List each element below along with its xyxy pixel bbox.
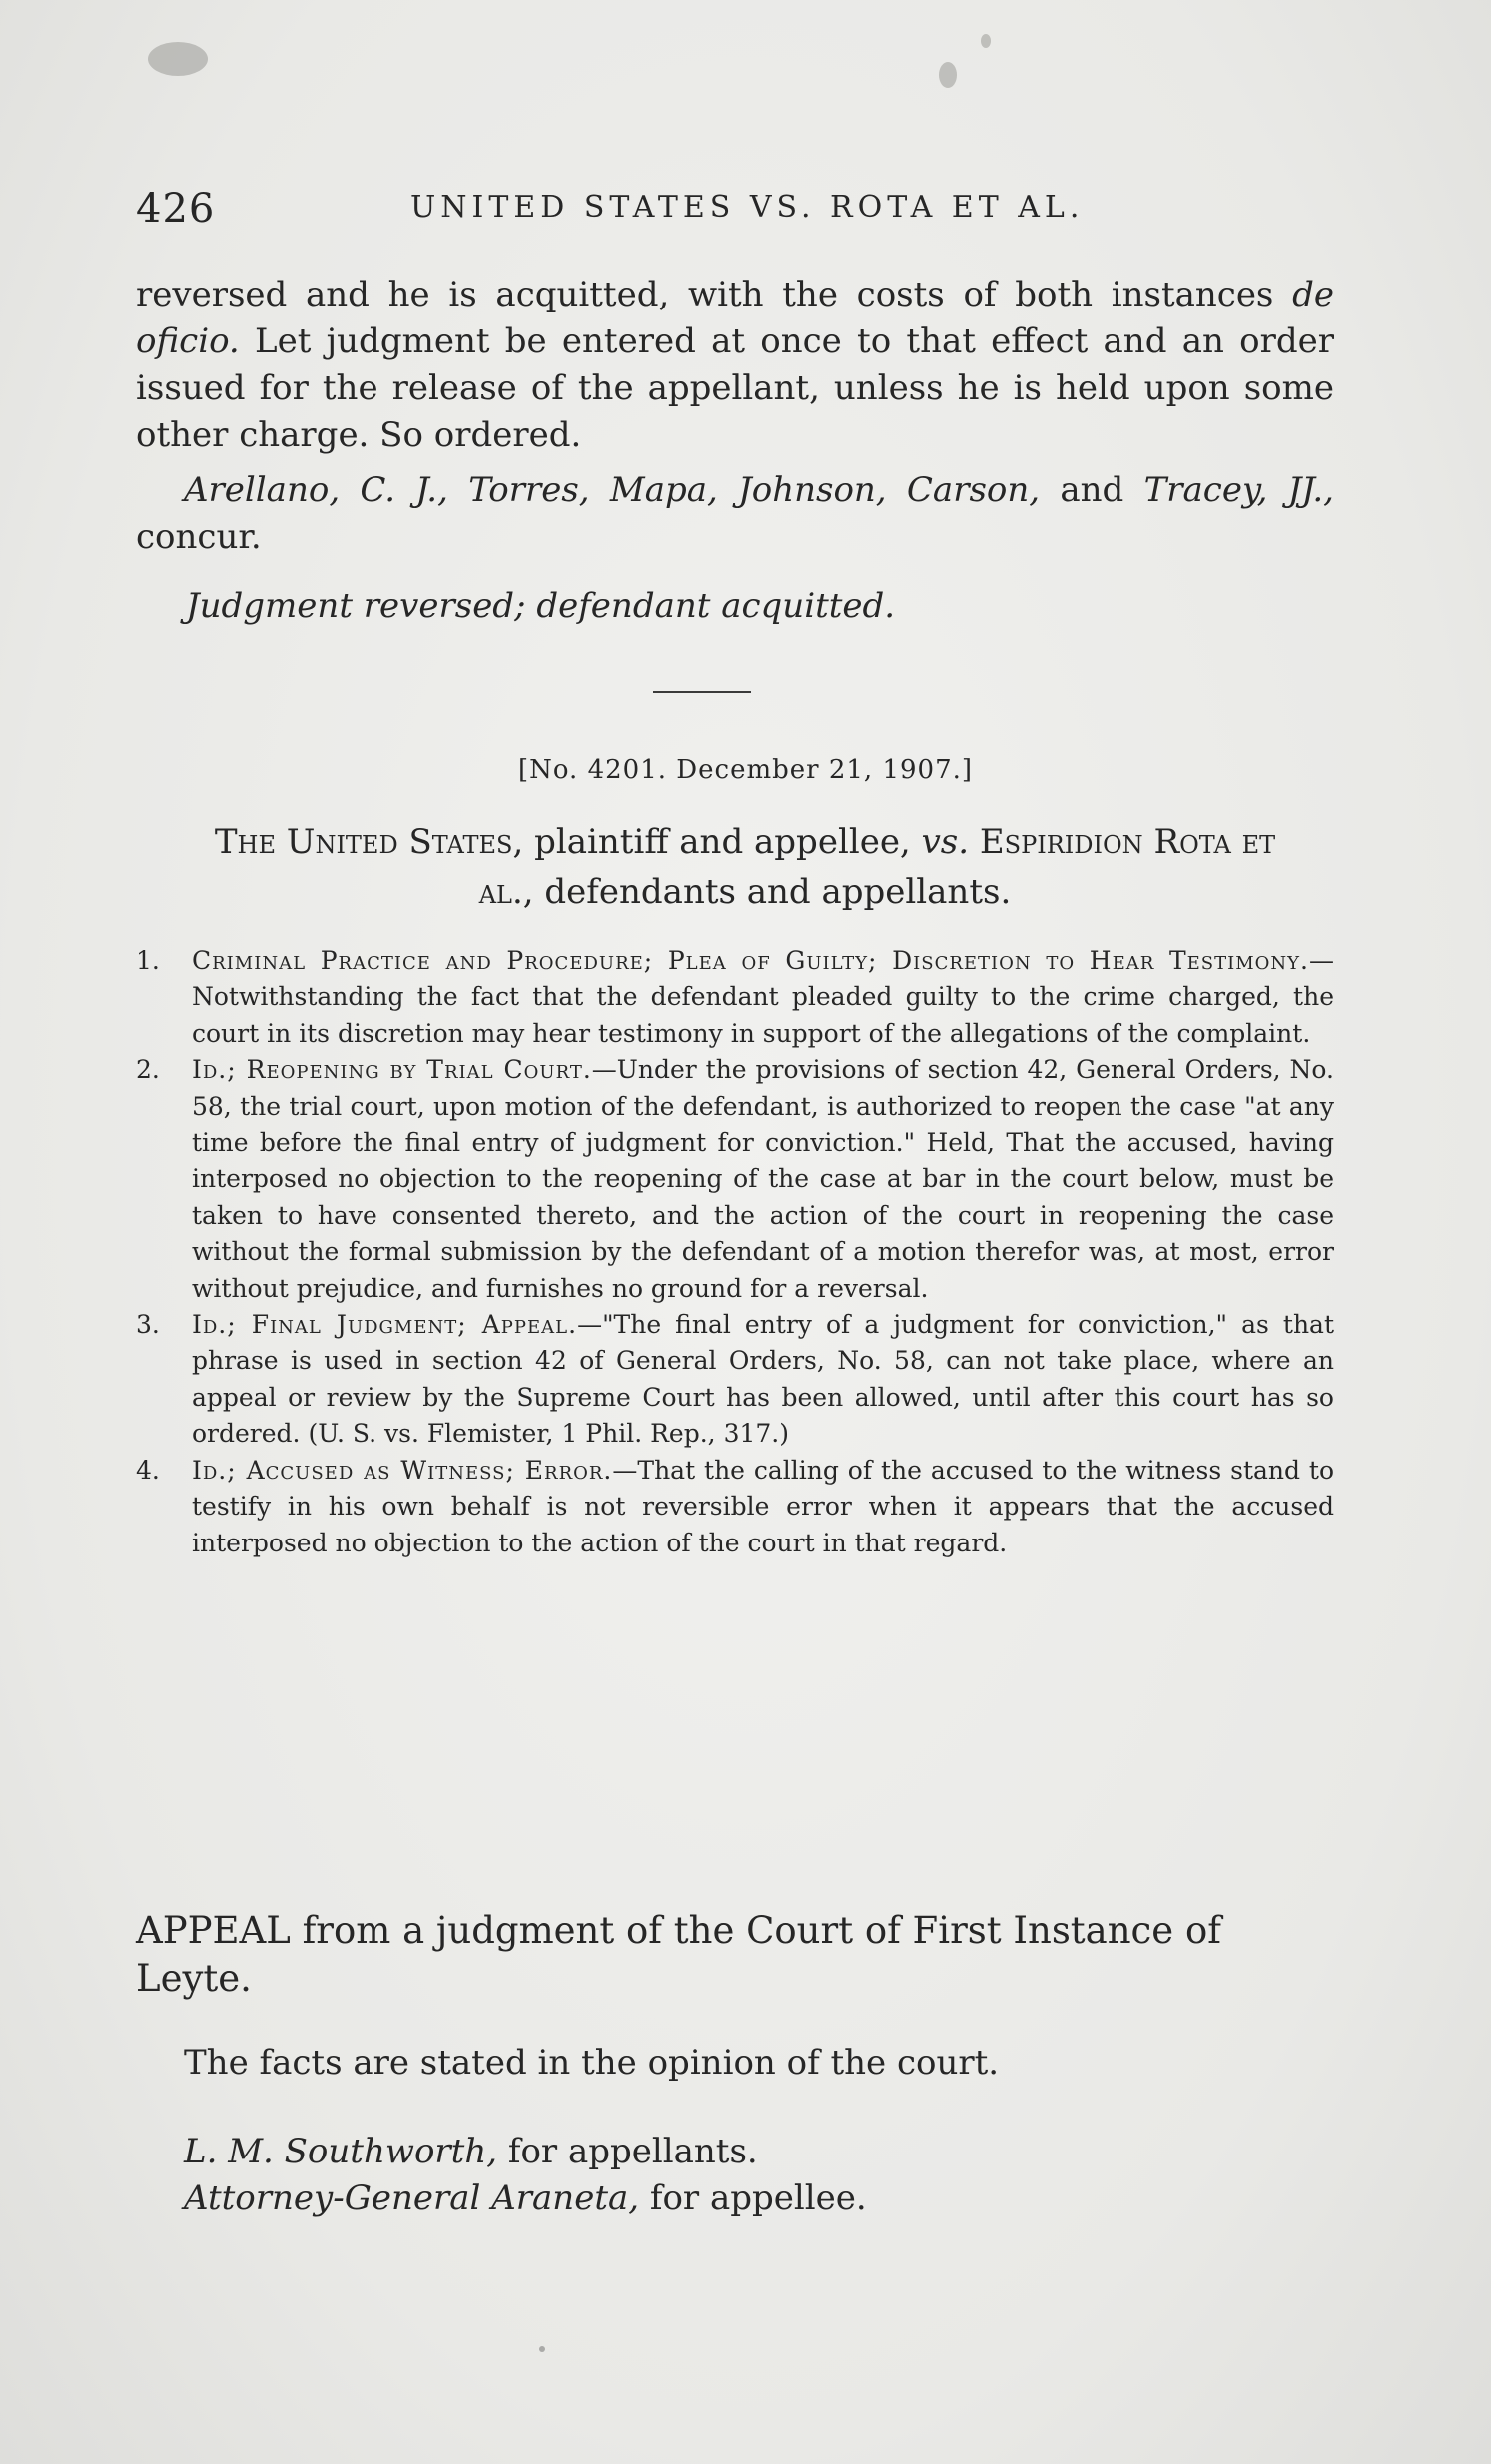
syllabus-text: —Under the provisions of section 42, General Orders, No. 58, the trial court, upon motion of the defendant, is authorized to reopen the case "at any time before the final entry of judgment for conviction." Held, That the accused, having interposed no objection to the reopening of the case at bar in the court below, must be taken to have consented thereto, and the action of the court in reopening the case without the formal submission by the defendant of a motion therefor was, at most, error without prejudice, and furnishes no ground for a reversal. xyxy=(192,1055,1334,1303)
syllabus-number: 2. xyxy=(136,1055,160,1085)
syllabus-headnote: Id.; Final Judgment; Appeal. xyxy=(192,1310,578,1340)
ink-speck xyxy=(939,62,957,88)
paragraph-italic: de oficio. xyxy=(136,275,1334,361)
appeal-statement: APPEAL from a judgment of the Court of First Instance of Leyte. xyxy=(136,1909,1221,2000)
concur-word: concur. xyxy=(136,517,262,557)
ink-speck xyxy=(539,2346,545,2352)
syllabus-headnote: Id.; Accused as Witness; Error. xyxy=(192,1455,613,1485)
counsel-name: L. M. Southworth, xyxy=(184,2132,498,2171)
counsel-name: Attorney-General Araneta, xyxy=(184,2178,640,2218)
page-number: 426 xyxy=(136,186,216,232)
syllabus-number: 4. xyxy=(136,1455,160,1485)
syllabus-text: —That the calling of the accused to the witness stand to testify in his own behalf is not reversible error when it appears that the accused interposed no objection to the action of the court in that regard. xyxy=(192,1455,1335,1557)
plaintiff-name: The United States, xyxy=(214,822,524,862)
concurring-justices-2: Tracey, JJ., xyxy=(1143,470,1334,510)
continued-paragraph xyxy=(136,272,1334,459)
case-caption xyxy=(196,817,1294,917)
paragraph-text: Let judgment be entered at once to that effect and an order issued for the release of the appellant, unless he is held upon some other charge. So ordered. xyxy=(136,321,1334,455)
syllabus-text: —"The final entry of a judgment for conviction," as that phrase is used in section 42 of General Orders, No. 58, can not take place, where an appeal or review by the Supreme Court has been allowed, until after this court has so ordered. (U. S. vs. Flemister, 1 Phil. Rep., 317.) xyxy=(192,1310,1334,1449)
plaintiff-role: plaintiff and appellee, xyxy=(523,822,922,862)
counsel-role: for appellants. xyxy=(497,2132,758,2171)
syllabus-headnote: Id.; Reopening by Trial Court. xyxy=(192,1055,592,1085)
ink-blot xyxy=(148,42,208,76)
syllabus-number: 1. xyxy=(136,946,160,975)
syllabus-item xyxy=(136,1052,1334,1307)
counsel-line xyxy=(184,2175,1332,2222)
paragraph-text: reversed and he is acquitted, with the costs of both instances xyxy=(136,275,1293,314)
counsel-role: for appellee. xyxy=(639,2178,867,2218)
running-title: UNITED STATES VS. ROTA ET AL. xyxy=(410,190,1085,225)
disposition: Judgment reversed; defendant acquitted. xyxy=(186,586,896,626)
and-word: and xyxy=(1040,470,1144,510)
syllabus-item xyxy=(136,943,1334,1052)
concurrence xyxy=(136,467,1334,561)
facts-statement: The facts are stated in the opinion of the court. xyxy=(184,2043,1000,2083)
syllabus xyxy=(136,943,1334,1561)
defendant-name: Espiridion Rota et al., xyxy=(478,822,1276,912)
ink-speck xyxy=(981,34,991,48)
syllabus-headnote: Criminal Practice and Procedure; Plea of Guilty; Discretion to Hear Testimony. xyxy=(192,946,1309,975)
counsel-line xyxy=(184,2129,1332,2175)
concurring-justices: Arellano, C. J., Torres, Mapa, Johnson, Carson, xyxy=(184,470,1041,510)
docket-line: [No. 4201. December 21, 1907.] xyxy=(517,755,974,785)
syllabus-number: 3. xyxy=(136,1310,160,1340)
syllabus-item xyxy=(136,1307,1334,1453)
counsel-list xyxy=(184,2129,1332,2222)
section-divider xyxy=(653,691,751,693)
defendant-role: defendants and appellants. xyxy=(533,872,1012,912)
syllabus-item xyxy=(136,1453,1334,1561)
syllabus-text: —Notwithstanding the fact that the defendant pleaded guilty to the crime charged, the court in its discretion may hear testimony in support of the allegations of the complaint. xyxy=(192,946,1334,1048)
versus: vs. xyxy=(921,822,970,862)
